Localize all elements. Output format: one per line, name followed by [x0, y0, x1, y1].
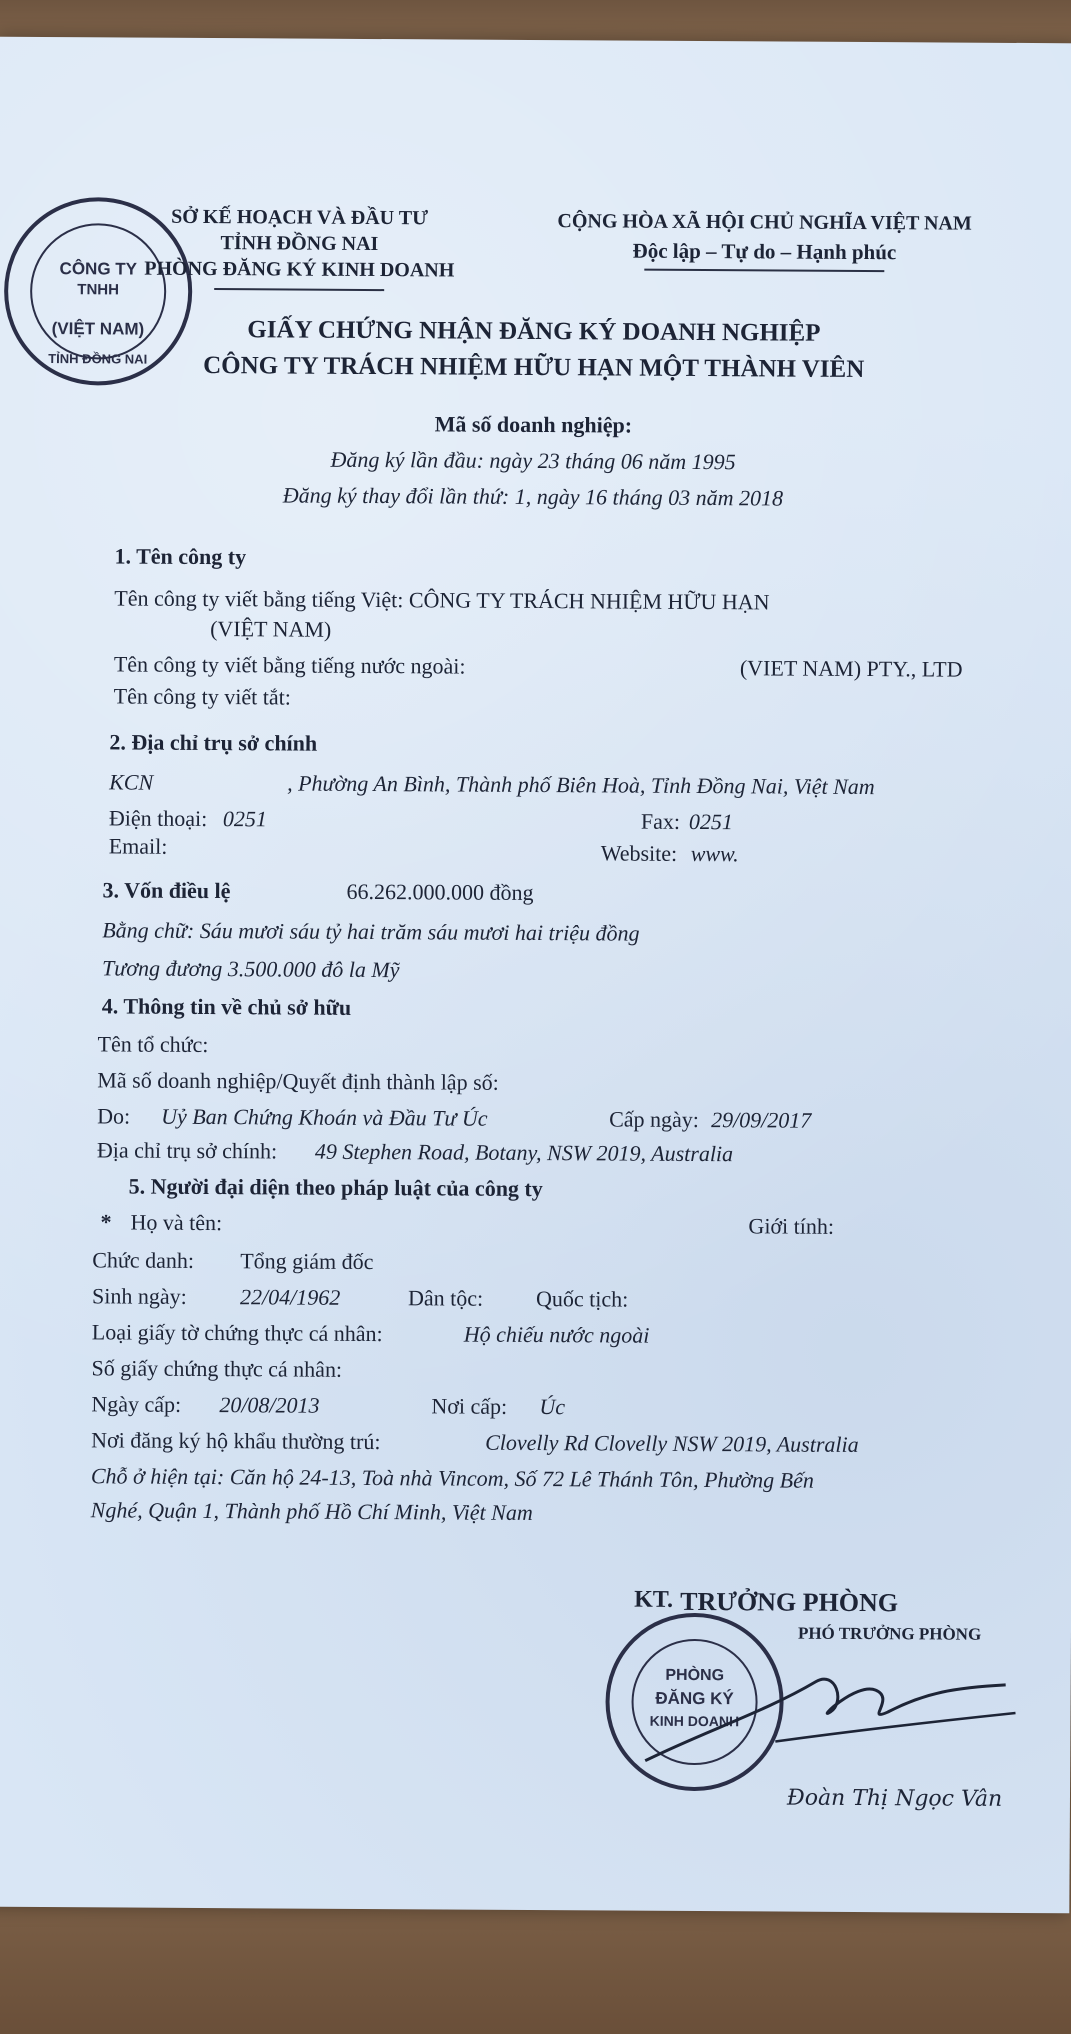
header-department: SỞ KẾ HOẠCH VÀ ĐẦU TƯ [171, 205, 429, 230]
header-republic: CỘNG HÒA XÃ HỘI CHỦ NGHĨA VIỆT NAM [557, 210, 972, 235]
owner-hq-label: Địa chỉ trụ sở chính: [96, 1137, 278, 1164]
issue-place-value: Úc [539, 1394, 566, 1420]
issue-place-label: Nơi cấp: [431, 1393, 508, 1419]
org-name-label: Tên tổ chức: [97, 1031, 209, 1058]
capital-equivalent: Tương đương 3.500.000 đô la Mỹ [101, 955, 400, 983]
foreign-name-label: Tên công ty viết bằng tiếng nước ngoài: [113, 651, 466, 679]
rep-name-label: Họ và tên: [130, 1209, 223, 1236]
foreign-name-value: (VIET NAM) PTY., LTD [739, 655, 963, 682]
vn-company-name-cont: (VIỆT NAM) [210, 616, 332, 642]
section1-heading: 1. Tên công ty [114, 543, 247, 570]
signature-deputy-title: PHÓ TRƯỞNG PHÒNG [797, 1623, 982, 1644]
fax-label: Fax: [640, 808, 681, 834]
phone-value: 0251 [222, 806, 268, 832]
first-registration-date: Đăng ký lần đầu: ngày 23 tháng 06 năm 1995 [330, 446, 736, 475]
issue-date-label: Ngày cấp: [91, 1391, 182, 1417]
residence-label: Nơi đăng ký hộ khẩu thường trú: [91, 1427, 381, 1455]
signer-name: Đoàn Thị Ngọc Vân [786, 1785, 1003, 1812]
section5-heading: 5. Người đại diện theo pháp luật của công ty [128, 1173, 543, 1202]
bullet-star: * [100, 1209, 112, 1235]
company-seal-line2: TNHH [77, 281, 120, 299]
issue-date-value: 20/08/2013 [219, 1392, 320, 1418]
address-value: , Phường An Bình, Thành phố Biên Hoà, Tỉnh Đồng Nai, Việt Nam [287, 770, 875, 800]
current-address-line2: Nghé, Quận 1, Thành phố Hồ Chí Minh, Việt Nam [90, 1497, 533, 1526]
issued-by-label: Do: [97, 1103, 131, 1129]
email-label: Email: [108, 833, 168, 859]
residence-value: Clovelly Rd Clovelly NSW 2019, Australia [485, 1429, 859, 1458]
certificate-title: GIẤY CHỨNG NHẬN ĐĂNG KÝ DOANH NGHIỆP [247, 316, 821, 347]
address-prefix: KCN [109, 769, 154, 795]
header-right-rule [644, 269, 884, 272]
id-type-value: Hộ chiếu nước ngoài [463, 1321, 650, 1348]
company-seal-ring-text: TỈNH ĐỒNG NAI [48, 351, 148, 367]
signature-kt: KT. [634, 1586, 674, 1613]
dob-label: Sinh ngày: [91, 1283, 187, 1309]
phone-label: Điện thoại: [108, 805, 208, 832]
capital-in-words: Bằng chữ: Sáu mươi sáu tỷ hai trăm sáu mươi hai triệu đồng [102, 917, 640, 946]
handwritten-signature [625, 1641, 1026, 1783]
id-type-label: Loại giấy tờ chứng thực cá nhân: [91, 1319, 383, 1347]
ethnicity-label: Dân tộc: [407, 1285, 484, 1311]
tax-code-label: Mã số doanh nghiệp: [434, 411, 633, 438]
office-seal-line1: PHÒNG [665, 1666, 725, 1685]
section3-heading: 3. Vốn điều lệ [102, 877, 231, 904]
fax-value: 0251 [688, 808, 734, 835]
short-name-label: Tên công ty viết tắt: [113, 683, 291, 710]
certificate-paper [0, 37, 1071, 1914]
vn-company-name: Tên công ty viết bằng tiếng Việt: CÔNG TY TRÁCH NHIỆM HỮU HẠN [114, 585, 770, 615]
header-office: PHÒNG ĐĂNG KÝ KINH DOANH [144, 257, 455, 282]
issued-date-label: Cấp ngày: [609, 1106, 700, 1133]
decision-number-label: Mã số doanh nghiệp/Quyết định thành lập số: [97, 1067, 499, 1095]
website-value: www. [690, 840, 739, 867]
job-title-value: Tổng giám đốc [240, 1248, 374, 1275]
office-seal-line2: ĐĂNG KÝ [655, 1688, 734, 1709]
header-left-rule [214, 288, 384, 291]
section4-heading: 4. Thông tin về chủ sở hữu [101, 993, 352, 1020]
issued-by-value: Uỷ Ban Chứng Khoán và Đầu Tư Úc [161, 1103, 488, 1131]
gender-label: Giới tính: [748, 1213, 835, 1239]
change-registration-date: Đăng ký thay đổi lần thứ: 1, ngày 16 tháng 03 năm 2018 [282, 482, 784, 511]
id-number-label: Số giấy chứng thực cá nhân: [91, 1355, 343, 1382]
office-seal-line3: KINH DOANH [649, 1712, 740, 1730]
company-seal-line1: CÔNG TY [59, 259, 138, 279]
job-title-label: Chức danh: [92, 1247, 195, 1273]
charter-capital: 66.262.000.000 đồng [346, 878, 534, 906]
current-address-line1: Chỗ ở hiện tại: Căn hộ 24-13, Toà nhà Vincom, Số 72 Lê Thánh Tôn, Phường Bến [90, 1463, 814, 1493]
dob-value: 22/04/1962 [239, 1284, 341, 1310]
company-type-title: CÔNG TY TRÁCH NHIỆM HỮU HẠN MỘT THÀNH VIÊN [203, 351, 865, 384]
website-label: Website: [600, 840, 678, 866]
owner-hq-value: 49 Stephen Road, Botany, NSW 2019, Australia [314, 1138, 734, 1167]
nationality-label: Quốc tịch: [535, 1286, 629, 1312]
signature-head-title: TRƯỞNG PHÒNG [680, 1586, 899, 1618]
header-province: TỈNH ĐỒNG NAI [220, 232, 379, 256]
section2-heading: 2. Địa chỉ trụ sở chính [109, 729, 318, 756]
issued-date-value: 29/09/2017 [711, 1107, 812, 1133]
header-motto: Độc lập – Tự do – Hạnh phúc [632, 238, 897, 265]
company-seal-line3: (VIỆT NAM) [51, 319, 145, 339]
